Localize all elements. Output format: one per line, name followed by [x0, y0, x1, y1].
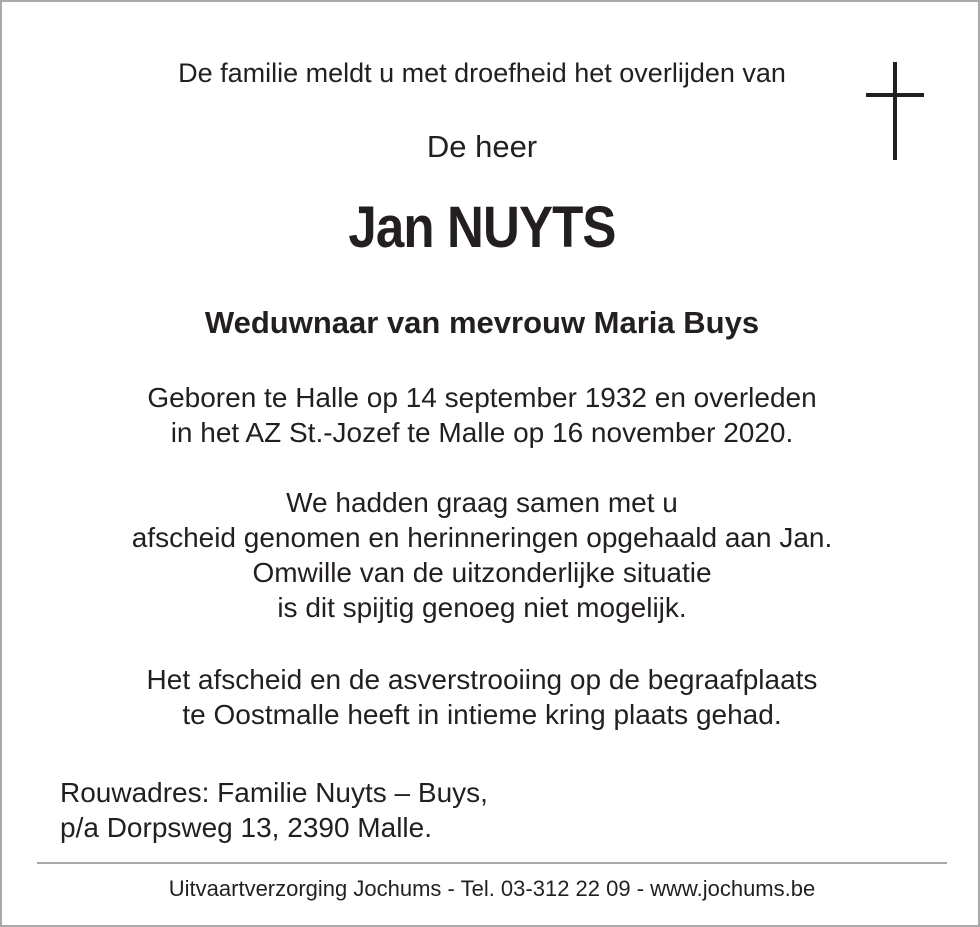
- message-line: is dit spijtig genoeg niet mogelijk.: [277, 592, 687, 623]
- mourning-address: [60, 775, 488, 845]
- birth-line: Geboren te Halle op 14 september 1932 en overleden: [147, 382, 817, 413]
- birth-death-paragraph: [0, 380, 972, 450]
- address-line: p/a Dorpsweg 13, 2390 Malle.: [60, 812, 432, 843]
- message-line: afscheid genomen en herinneringen opgehaald aan Jan.: [131, 522, 833, 553]
- honorific: De heer: [426, 129, 538, 164]
- message-line: Omwille van de uitzonderlijke situatie: [252, 557, 712, 588]
- funeral-home-footer: Uitvaartverzorging Jochums - Tel. 03-312 22 09 - www.jochums.be: [168, 876, 816, 901]
- funeral-line: te Oostmalle heeft in intieme kring plaats gehad.: [182, 699, 782, 730]
- message-paragraph: [0, 485, 972, 625]
- intro-text: De familie meldt u met droefheid het overlijden van: [178, 58, 786, 88]
- deceased-name: Jan NUYTS: [348, 195, 616, 260]
- address-line: Rouwadres: Familie Nuyts – Buys,: [60, 777, 488, 808]
- divider: [37, 862, 947, 864]
- funeral-line: Het afscheid en de asverstrooiing op de begraafplaats: [146, 664, 818, 695]
- funeral-paragraph: [0, 662, 972, 732]
- death-line: in het AZ St.-Jozef te Malle op 16 november 2020.: [170, 417, 794, 448]
- message-line: We hadden graag samen met u: [286, 487, 678, 518]
- widow-line: Weduwnaar van mevrouw Maria Buys: [204, 305, 760, 340]
